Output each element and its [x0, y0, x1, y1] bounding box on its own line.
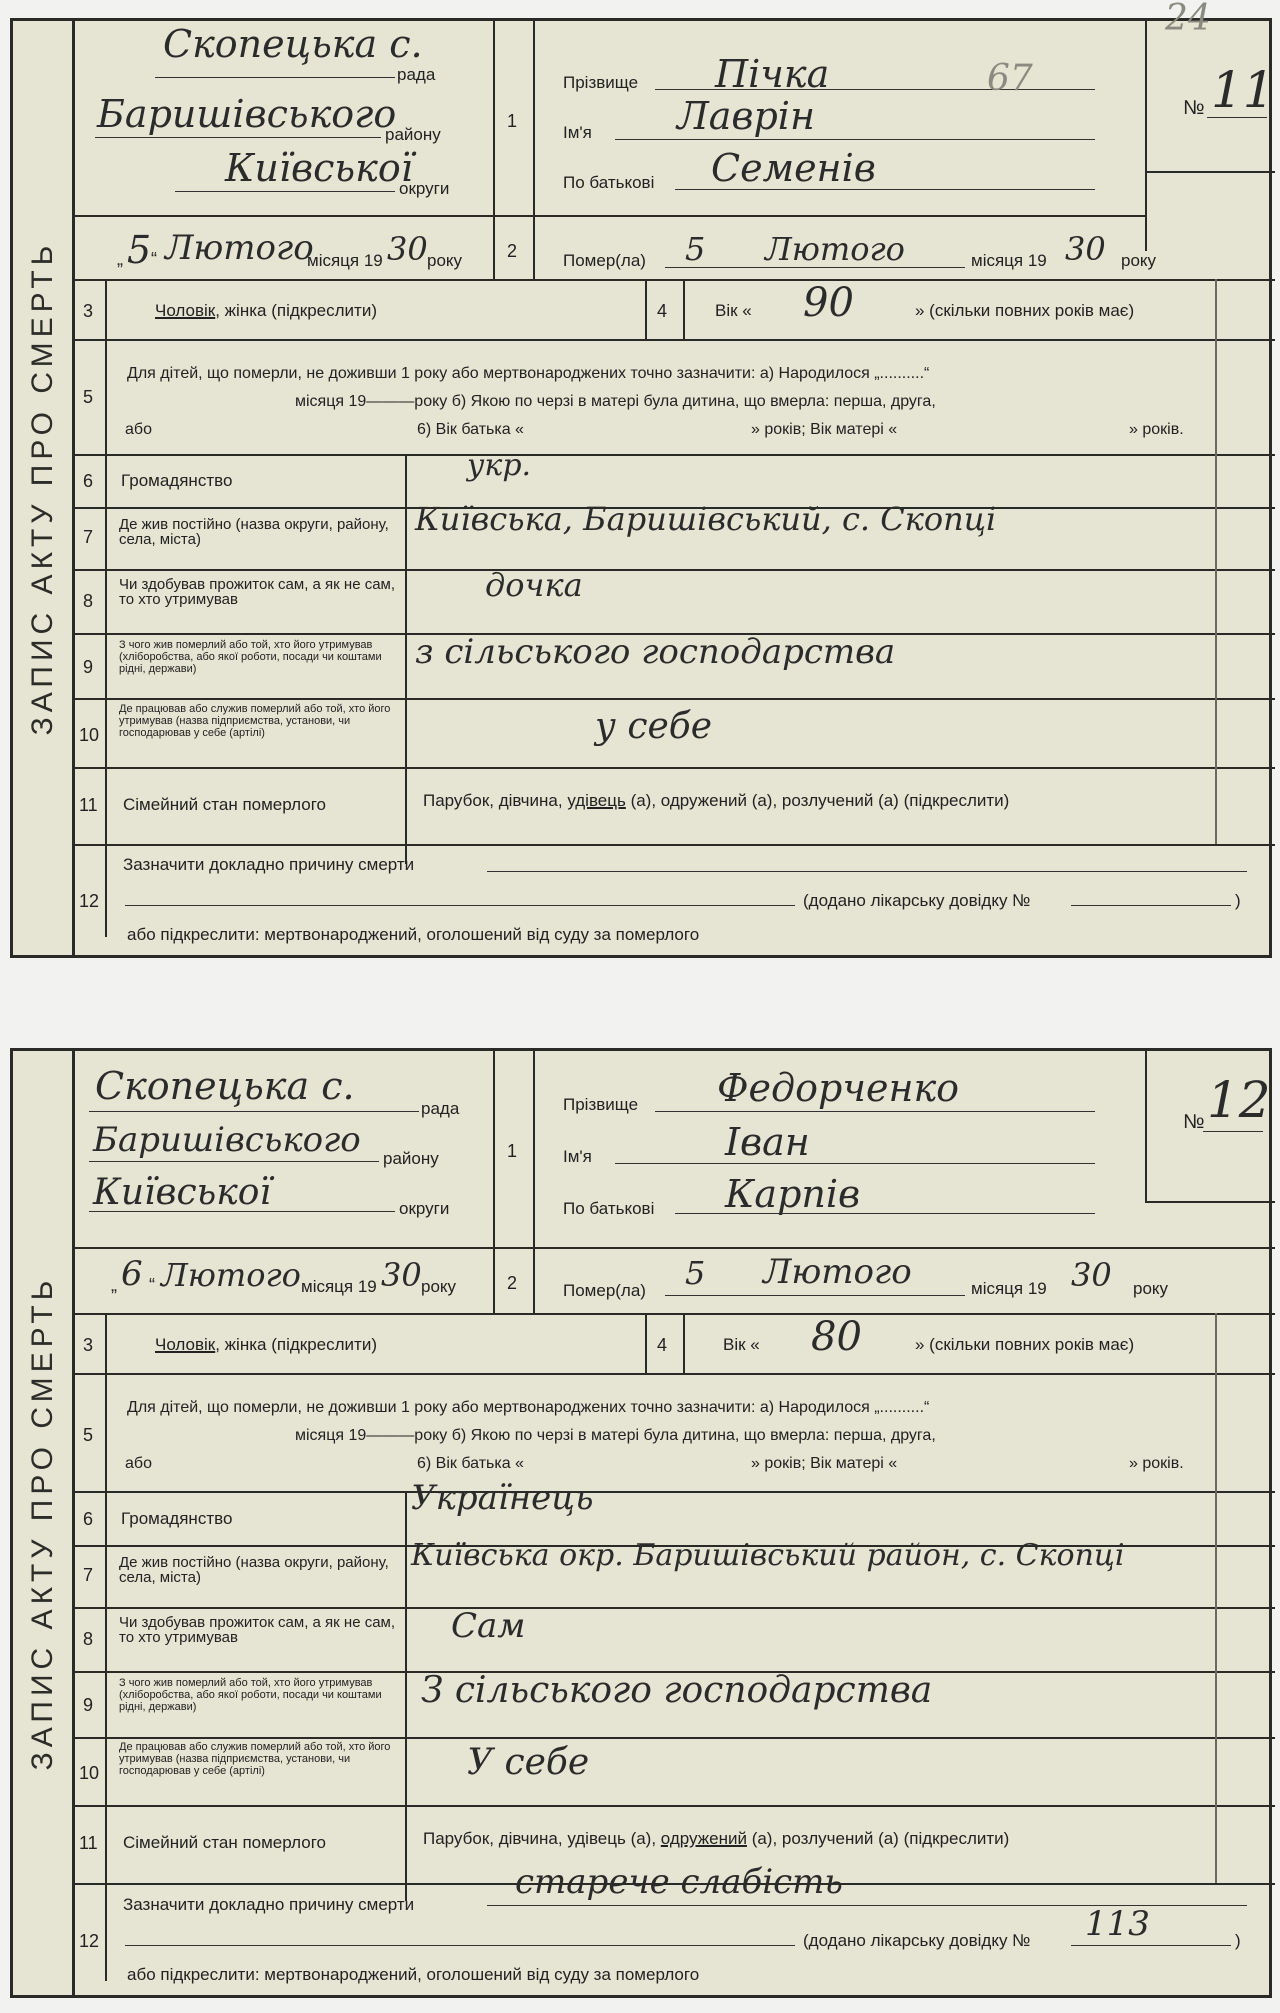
children-line-3a: або [125, 1455, 152, 1472]
pencil-note-mid: 67 [987, 58, 1033, 99]
name-label: Ім'я [563, 123, 592, 142]
source-value: З сільського господарства [421, 1670, 933, 1711]
okruha-value: Київської [225, 146, 413, 190]
died-month: Лютого [763, 1252, 912, 1292]
children-line-3d: » років. [1129, 1455, 1184, 1472]
reg-year: 30 [387, 230, 428, 268]
died-year: 30 [1071, 1256, 1112, 1294]
residence-value: Київська, Баришівський, с. Скопці [415, 500, 997, 538]
source-value: з сільського господарства [415, 632, 896, 672]
age-value: 80 [811, 1314, 862, 1360]
raion-label: району [383, 1149, 439, 1168]
workplace-value: У себе [467, 1742, 590, 1783]
row-number-12: 12 [79, 1931, 100, 1951]
row-number-1: 1 [507, 1141, 518, 1161]
row-number-6: 6 [83, 1509, 94, 1529]
source-label: З чого жив померлий або той, хто його утримував (хліборобства, або якої роботи, посади чи коштами рідні, держави) [119, 1677, 382, 1713]
workplace-label: Де працював або служив померлий або той, хто його утримував (назва підприємства, установи, чи господарював у себе (артілі) [119, 1741, 391, 1777]
died-day: 5 [685, 230, 706, 268]
surname-value: Пічка [715, 52, 830, 96]
row-number-2: 2 [507, 1273, 518, 1293]
reg-month-label: місяця 19 [307, 251, 383, 270]
row-number-7: 7 [83, 527, 94, 547]
raion-value: Баришівського [97, 92, 397, 136]
pencil-note-top: 24 [1165, 0, 1211, 39]
patronymic-label: По батькові [563, 1199, 655, 1218]
children-line-3c: » років; Вік матері « [751, 1455, 898, 1472]
number-label: № [1183, 97, 1205, 119]
row-number-5: 5 [83, 1425, 94, 1445]
row-number-8: 8 [83, 591, 94, 611]
raion-value: Баришівського [93, 1120, 361, 1160]
name-value: Лаврін [677, 94, 815, 138]
patronymic-value: Семенів [711, 146, 876, 190]
age-label-pre: Вік « [715, 301, 752, 320]
row-number-9: 9 [83, 657, 94, 677]
record-spine [13, 21, 75, 955]
rada-value: Скопецька с. [95, 1064, 355, 1108]
died-month-label: місяця 19 [971, 1279, 1047, 1298]
row-number-5: 5 [83, 387, 94, 407]
surname-value: Федорченко [717, 1066, 960, 1110]
workplace-value: у себе [595, 706, 713, 747]
children-line-1: Для дітей, що померли, не доживши 1 року або мертвонароджених точно зазначити: а) Народилося „..........“ [127, 365, 930, 382]
reg-month: Лютого [165, 228, 314, 268]
children-line-3b: 6) Вік батька « [417, 421, 524, 438]
row-number-10: 10 [79, 1763, 100, 1783]
rada-label: рада [397, 65, 436, 84]
surname-label: Прізвище [563, 73, 639, 92]
okruha-label: округи [399, 1199, 450, 1218]
workplace-label: Де працював або служив померлий або той, хто його утримував (назва підприємства, установи, чи господарював у себе (артілі) [119, 703, 391, 739]
livelihood-value: Сам [451, 1606, 526, 1646]
sex-label: Чоловік, жінка (підкреслити) [155, 301, 377, 320]
row-number-12: 12 [79, 891, 100, 911]
cause-alt-label: або підкреслити: мертвонароджений, оголошений від суду за померлого [127, 1965, 700, 1984]
row-number-4: 4 [657, 1335, 668, 1355]
reg-year: 30 [381, 1256, 422, 1294]
row-number-1: 1 [507, 111, 518, 131]
row-number-3: 3 [83, 1335, 94, 1355]
age-value: 90 [803, 280, 854, 326]
reg-year-label: року [427, 251, 463, 270]
children-line-3c: » років; Вік матері « [751, 421, 898, 438]
rada-value: Скопецька с. [163, 22, 423, 66]
row-number-11: 11 [79, 1833, 98, 1853]
spine-title: ЗАПИС АКТУ ПРО СМЕРТЬ [25, 240, 59, 736]
cause-label: Зазначити докладно причину смерти [123, 855, 415, 874]
children-line-2: місяця 19———року б) Якою по черзі в матері була дитина, що вмерла: перша, друга, [295, 1427, 936, 1444]
citizenship-label: Громадянство [121, 471, 233, 490]
patronymic-label: По батькові [563, 173, 655, 192]
cause-alt-label: або підкреслити: мертвонароджений, оголошений від суду за померлого [127, 925, 700, 944]
children-line-2: місяця 19———року б) Якою по черзі в матері була дитина, що вмерла: перша, друга, [295, 393, 936, 410]
age-label-post: » (скільки повних років має) [915, 1335, 1135, 1354]
okruha-label: округи [399, 179, 450, 198]
row-number-2: 2 [507, 241, 518, 261]
died-month: Лютого [765, 230, 905, 268]
record-grid: Скопецька с. рада Баришівського району Київської округи „ 5 “ Лютого місяця 19 30 року 1 Прізвище Пічка Ім'я Лаврін По батькові Семенів 24 67 № 11 2 Помер(ла) 5 Лютого місяця 19 30 року 3 Чоловік, жінка (підкреслити) 4 Вік « 90 » (скільки повних років має) 5 Для дітей, що померли, не доживши 1 року або мертвонароджених точно зазначити: а) Народилося „..........“ місяця 19———року б) Якою по черзі в матері була дитина, що вмерла: перша, друга, або 6) Вік батька « » років; Вік матері « » років. 6 Громадянство укр. 7 Де жив постійно (назва округи, району, села, міста) Київська, Баришівський, с. Скопці 8 Чи здобував прожиток сам, а як не сам, то хто утримував дочка 9 З чого жив померлий або той, хто його утримував (хліборобства, або якої роботи, посади чи коштами рідні, держави) з сільського господарства 10 Де працював або служив померлий або той, хто його утримував (назва підприємства, установи, чи господарював у себе (артілі) у себе 11 Сімейний стан померлого Парубок, дівчина, удівець (а), одружений (а), розлучений (а) (підкреслити) 12 Зазначити докладно причину смерти (додано лікарську довідку № ) або підкреслити: мертвонароджений, оголошений від суду за померлого [75, 21, 1269, 955]
name-label: Ім'я [563, 1147, 592, 1166]
livelihood-label: Чи здобував прожиток сам, а як не сам, то хто утримував [119, 576, 396, 608]
livelihood-value: дочка [485, 566, 583, 604]
death-record-12 [10, 1048, 1272, 1998]
row-number-3: 3 [83, 301, 94, 321]
marital-options: Парубок, дівчина, удівець (а), одружений (а), розлучений (а) (підкреслити) [423, 1829, 1010, 1848]
number-label: № [1183, 1111, 1205, 1133]
residence-label: Де жив постійно (назва округи, району, села, міста) [119, 1554, 389, 1586]
died-month-label: місяця 19 [971, 251, 1047, 270]
residence-label: Де жив постійно (назва округи, району, села, міста) [119, 516, 389, 548]
cert-number: 113 [1085, 1904, 1150, 1944]
died-label: Помер(ла) [563, 251, 646, 270]
surname-label: Прізвище [563, 1095, 639, 1114]
children-line-3a: або [125, 421, 152, 438]
reg-day: 6 [121, 1254, 143, 1294]
reg-day: 5 [127, 228, 152, 272]
marital-options: Парубок, дівчина, удівець (а), одружений (а), розлучений (а) (підкреслити) [423, 791, 1010, 810]
row-number-7: 7 [83, 1565, 94, 1585]
children-line-1: Для дітей, що померли, не доживши 1 року або мертвонароджених точно зазначити: а) Народилося „..........“ [127, 1399, 930, 1416]
marital-label: Сімейний стан померлого [123, 795, 326, 814]
died-year-label: року [1121, 251, 1157, 270]
row-number-8: 8 [83, 1629, 94, 1649]
citizenship-value: Українець [411, 1478, 594, 1518]
okruha-value: Київської [93, 1172, 271, 1213]
reg-year-label: року [421, 1277, 457, 1296]
died-day: 5 [685, 1254, 706, 1292]
citizenship-value: укр. [467, 448, 532, 483]
citizenship-label: Громадянство [121, 1509, 233, 1528]
record-spine [13, 1051, 75, 1995]
died-year-label: року [1133, 1279, 1169, 1298]
died-year: 30 [1065, 230, 1106, 268]
spine-title: ЗАПИС АКТУ ПРО СМЕРТЬ [25, 1275, 59, 1771]
cause-label: Зазначити докладно причину смерти [123, 1895, 415, 1914]
sex-label: Чоловік, жінка (підкреслити) [155, 1335, 377, 1354]
record-number: 12 [1207, 1071, 1271, 1129]
rada-label: рада [421, 1099, 460, 1118]
name-value: Іван [725, 1120, 810, 1164]
died-label: Помер(ла) [563, 1281, 646, 1300]
livelihood-label: Чи здобував прожиток сам, а як не сам, то хто утримував [119, 1614, 396, 1646]
age-label-post: » (скільки повних років має) [915, 301, 1135, 320]
cert-label: (додано лікарську довідку № [803, 891, 1031, 910]
source-label: З чого жив померлий або той, хто його утримував (хліборобства, або якої роботи, посади чи коштами рідні, держави) [119, 639, 382, 675]
reg-month: Лютого [161, 1256, 301, 1294]
children-line-3d: » років. [1129, 421, 1184, 438]
marital-label: Сімейний стан померлого [123, 1833, 326, 1852]
row-number-9: 9 [83, 1695, 94, 1715]
row-number-4: 4 [657, 301, 668, 321]
patronymic-value: Карпів [725, 1172, 861, 1216]
reg-month-label: місяця 19 [301, 1277, 377, 1296]
age-label-pre: Вік « [723, 1335, 760, 1354]
cert-label: (додано лікарську довідку № [803, 1931, 1031, 1950]
row-number-11: 11 [79, 795, 98, 815]
raion-label: району [385, 125, 441, 144]
row-number-6: 6 [83, 471, 94, 491]
death-record-11 [10, 0, 1275, 958]
children-line-3b: 6) Вік батька « [417, 1455, 524, 1472]
record-number: 11 [1211, 61, 1275, 119]
cause-value: старече слабість [515, 1862, 843, 1902]
record-grid: Скопецька с. рада Баришівського району Київської округи „ 6 “ Лютого місяця 19 30 року 1 Прізвище Федорченко Ім'я Іван По батькові Карпів № 12 2 Помер(ла) 5 Лютого місяця 19 30 року 3 Чоловік, жінка (підкреслити) 4 Вік « 80 » (скільки повних років має) 5 Для дітей, що померли, не доживши 1 року або мертвонароджених точно зазначити: а) Народилося „..........“ місяця 19———року б) Якою по черзі в матері була дитина, що вмерла: перша, друга, або 6) Вік батька « » років; Вік матері « » років. 6 Громадянство Українець 7 Де жив постійно (назва округи, району, села, міста) Київська окр. Баришівський район, с. Скопці 8 Чи здобував прожиток сам, а як не сам, то хто утримував Сам 9 З чого жив померлий або той, хто його утримував (хліборобства, або якої роботи, посади чи коштами рідні, держави) З сільського господарства 10 Де працював або служив померлий або той, хто його утримував (назва підприємства, установи, чи господарював у себе (артілі) У себе 11 Сімейний стан померлого Парубок, дівчина, удівець (а), одружений (а), розлучений (а) (підкреслити) 12 Зазначити докладно причину смерти старече слабість (додано лікарську довідку № 113 ) або підкреслити: мертвонароджений, оголошений від суду за померлого [75, 1051, 1269, 1995]
residence-value: Київська окр. Баришівський район, с. Скопці [411, 1538, 1125, 1573]
row-number-10: 10 [79, 725, 100, 745]
